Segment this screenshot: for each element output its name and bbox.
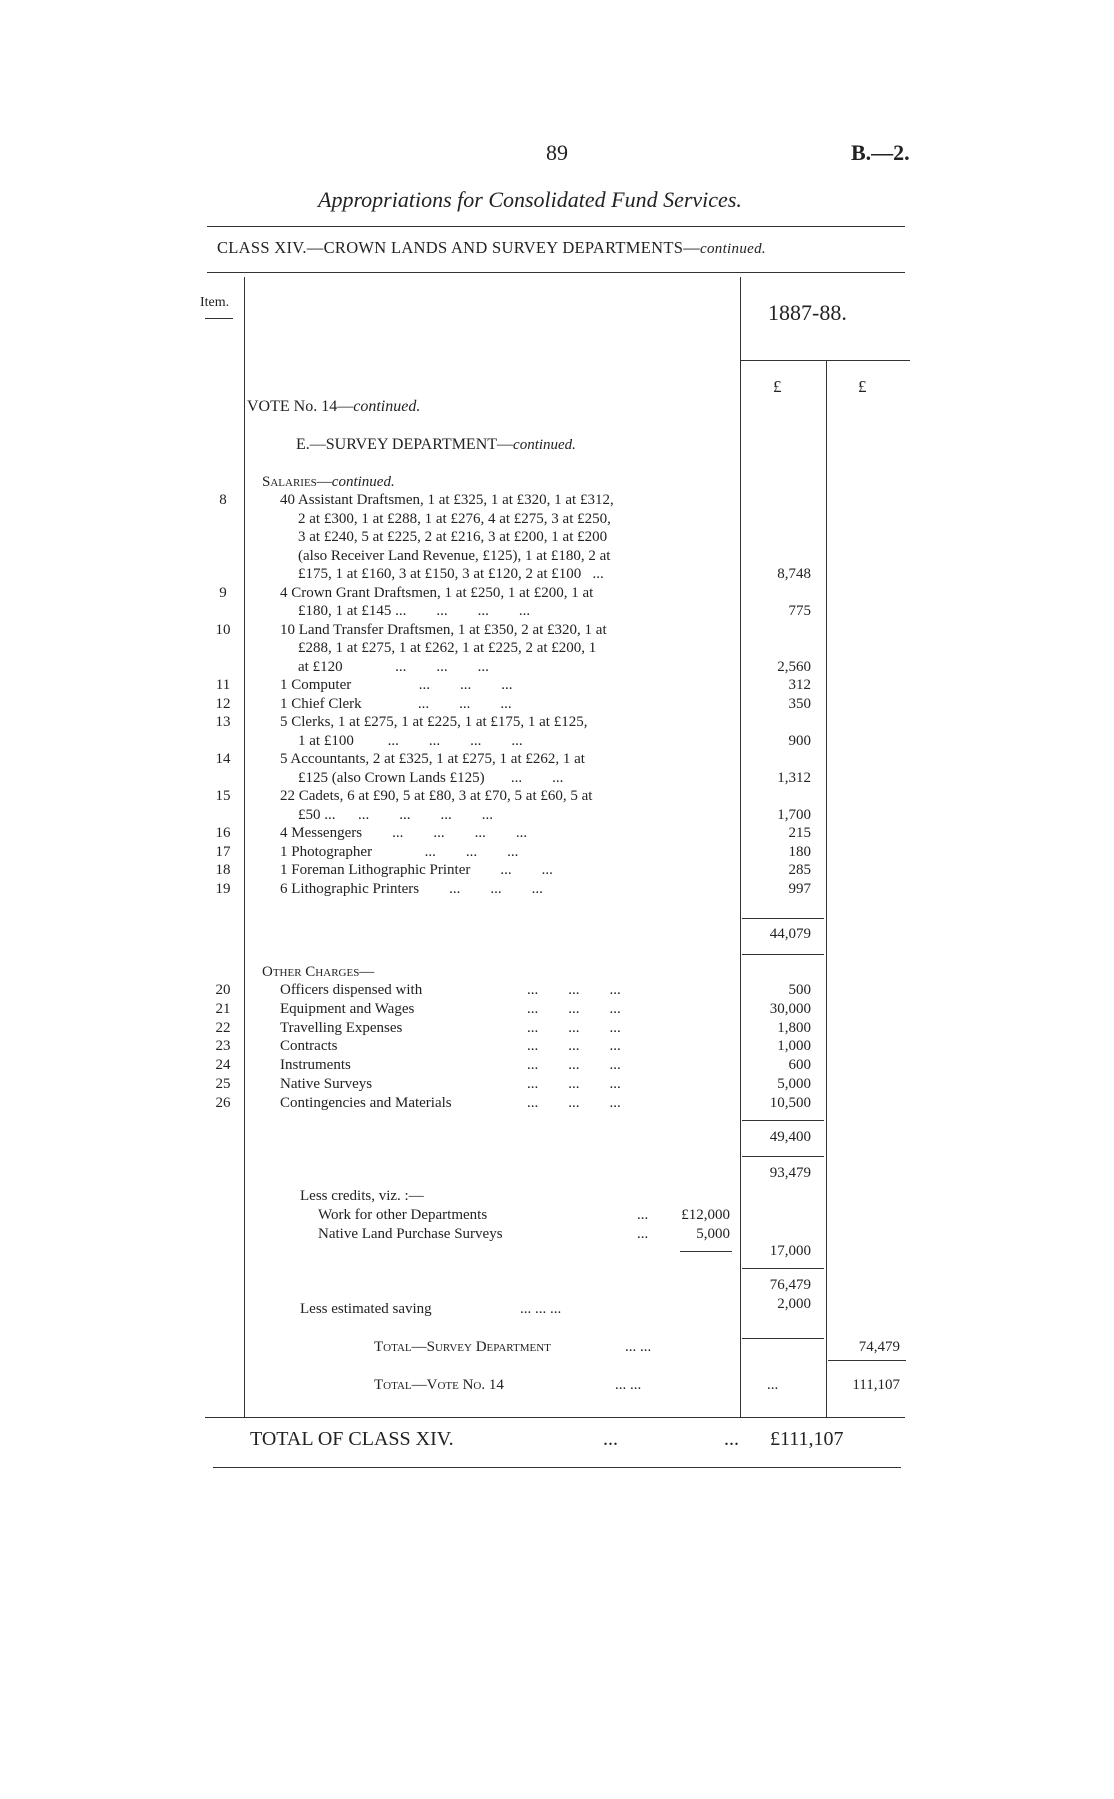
item-number: 24 (215, 1057, 231, 1074)
saving-dots: ... ... ... (520, 1301, 562, 1317)
currency-col2: £ (858, 377, 867, 396)
salary-amount: 1,312 (777, 769, 811, 786)
other-charge-dots: ... ... ... (527, 1057, 621, 1074)
heading-rule (207, 272, 905, 273)
other-charge-dots: ... ... ... (527, 1000, 621, 1017)
credit-label-1: Work for other Departments (318, 1207, 488, 1223)
salary-description-line: at £120 ... ... ... (298, 658, 489, 675)
credit-amount-1: £12,000 (681, 1207, 730, 1223)
other-charge-amount: 5,000 (777, 1076, 811, 1092)
gross-total: 93,479 (769, 1165, 811, 1181)
salary-description-line: £180, 1 at £145 ... ... ... ... (298, 603, 531, 619)
year-header-rule (740, 360, 910, 361)
document-reference: B.—2. (851, 140, 910, 165)
other-charge-amount: 500 (788, 982, 811, 998)
total-vote-label: Total—Vote No. 14 (374, 1377, 504, 1393)
table-bottom-rule (205, 1417, 905, 1418)
other-charge-amount: 600 (788, 1057, 811, 1074)
item-number: 26 (215, 1094, 231, 1111)
salary-description-line: £125 (also Crown Lands £125) ... ... (298, 769, 564, 786)
page-title: Appropriations for Consolidated Fund Services. (318, 187, 742, 212)
salary-description-line: 3 at £240, 5 at £225, 2 at £216, 3 at £200, 1 at £200 (298, 529, 608, 545)
salary-amount: 180 (788, 843, 811, 860)
page-number: 89 (546, 140, 568, 165)
other-charge-label: Contingencies and Materials (280, 1094, 452, 1111)
item-number: 23 (215, 1038, 231, 1055)
item-number: 17 (215, 843, 231, 860)
salary-description-line: 4 Crown Grant Draftsmen, 1 at £250, 1 at £200, 1 at (280, 584, 594, 601)
item-number: 12 (215, 695, 231, 712)
other-charge-amount: 1,000 (777, 1038, 811, 1055)
item-number: 14 (215, 751, 231, 767)
salary-description-line: 5 Clerks, 1 at £275, 1 at £225, 1 at £175, 1 at £125, (280, 714, 588, 730)
salary-description-line: 1 Computer ... ... ... (280, 677, 513, 693)
class-total-amount: £111,107 (770, 1428, 844, 1450)
salary-description-line: 1 Chief Clerk ... ... ... (280, 695, 512, 712)
other-total-bottom-rule (742, 1156, 824, 1157)
other-charge-dots: ... ... ... (527, 1076, 621, 1092)
other-charge-dots: ... ... ... (527, 982, 621, 998)
item-column-header: Item. (200, 295, 230, 310)
item-number: 19 (215, 880, 231, 897)
saving-amount: 2,000 (777, 1296, 811, 1312)
salary-description-line: (also Receiver Land Revenue, £125), 1 at £180, 2 at (298, 547, 611, 564)
salary-description-line: £50 ... ... ... ... ... (298, 806, 493, 823)
salary-amount: 312 (788, 677, 811, 693)
salaries-total-rule (742, 918, 824, 919)
other-charge-amount: 1,800 (777, 1019, 811, 1036)
credits-rule (680, 1251, 732, 1252)
total-vote-amount: 111,107 (852, 1377, 900, 1393)
currency-col1: £ (773, 377, 782, 396)
salary-description-line: 1 Photographer ... ... ... (280, 843, 519, 860)
item-number: 9 (219, 584, 227, 601)
credit-amount-2: 5,000 (696, 1226, 730, 1242)
other-charge-label: Officers dispensed with (280, 982, 423, 998)
salary-amount: 350 (788, 695, 811, 712)
item-number: 15 (215, 788, 231, 804)
salary-description-line: 4 Messengers ... ... ... ... (280, 825, 528, 841)
salary-description-line: £175, 1 at £160, 3 at £150, 3 at £120, 2 at £100 ... (298, 566, 604, 582)
item-column-divider (244, 277, 245, 1417)
other-charge-amount: 10,500 (769, 1094, 811, 1111)
survey-total-bottom-rule (828, 1360, 906, 1361)
salary-description-line: 10 Land Transfer Draftsmen, 1 at £350, 2 at £320, 1 at (280, 621, 607, 638)
vote-heading: VOTE No. 14—continued. (247, 398, 421, 415)
inner-amount-divider (826, 360, 827, 1417)
other-total: 49,400 (769, 1129, 811, 1145)
class-total-dots-1: ... (603, 1428, 618, 1450)
salary-description-line: 1 at £100 ... ... ... ... (298, 732, 523, 749)
department-heading: E.—SURVEY DEPARTMENT—continued. (296, 436, 576, 453)
salary-amount: 215 (788, 825, 811, 841)
item-number: 21 (215, 1000, 231, 1017)
amount-column-divider (740, 277, 741, 1417)
other-charge-label: Contracts (280, 1038, 338, 1055)
salary-description-line: 22 Cadets, 6 at £90, 5 at £80, 3 at £70, 5 at £60, 5 at (280, 788, 593, 804)
item-number: 10 (215, 621, 231, 638)
item-number: 13 (215, 714, 231, 730)
net-after-credits: 76,479 (769, 1277, 811, 1293)
item-number: 22 (215, 1019, 231, 1036)
total-survey-label: Total—Survey Department (374, 1339, 551, 1355)
salary-description-line: 40 Assistant Draftsmen, 1 at £325, 1 at £320, 1 at £312, (280, 492, 614, 508)
other-charge-amount: 30,000 (769, 1000, 811, 1017)
survey-total-rule (742, 1338, 824, 1339)
total-survey-dots: ... ... (625, 1339, 652, 1355)
credits-total: 17,000 (769, 1243, 811, 1259)
item-number: 20 (215, 982, 231, 998)
class-total-dots-2: ... (724, 1428, 739, 1450)
credit-label-2: Native Land Purchase Surveys (318, 1226, 503, 1242)
salary-description-line: 6 Lithographic Printers ... ... ... (280, 880, 543, 897)
salary-amount: 285 (788, 862, 811, 878)
salary-amount: 2,560 (777, 658, 811, 675)
other-charge-label: Native Surveys (280, 1076, 373, 1092)
total-vote-col1: ... (767, 1377, 779, 1393)
total-survey-amount: 74,479 (858, 1339, 900, 1355)
other-charge-dots: ... ... ... (527, 1019, 621, 1036)
salary-description-line: 2 at £300, 1 at £288, 1 at £276, 4 at £275, 3 at £250, (298, 510, 611, 527)
credit-dots-1: ... (637, 1207, 649, 1223)
total-vote-dots: ... ... (615, 1377, 642, 1393)
other-charge-label: Travelling Expenses (280, 1019, 403, 1036)
item-number: 18 (215, 862, 231, 878)
salaries-total-bottom-rule (742, 954, 824, 955)
salary-amount: 900 (788, 732, 811, 749)
credits-total-rule (742, 1268, 824, 1269)
saving-label: Less estimated saving (300, 1301, 432, 1317)
salary-amount: 775 (788, 603, 811, 619)
year-header: 1887-88. (768, 300, 847, 325)
credits-heading: Less credits, viz. :— (300, 1188, 424, 1204)
item-number: 25 (215, 1076, 231, 1092)
item-number: 11 (215, 677, 231, 693)
class-heading: CLASS XIV.—CROWN LANDS AND SURVEY DEPARTMENTS—continued. (217, 238, 766, 257)
salaries-total: 44,079 (769, 926, 811, 942)
salary-amount: 8,748 (777, 566, 811, 582)
item-number: 8 (219, 492, 227, 508)
salaries-heading: Salaries—continued. (262, 474, 395, 490)
class-total-label: TOTAL OF CLASS XIV. (250, 1428, 454, 1450)
item-number: 16 (215, 825, 231, 841)
other-total-rule (742, 1120, 824, 1121)
salary-amount: 997 (788, 880, 811, 897)
salary-amount: 1,700 (777, 806, 811, 823)
other-charges-heading: Other Charges— (262, 964, 375, 980)
item-header-rule (205, 318, 233, 319)
other-charge-dots: ... ... ... (527, 1038, 621, 1055)
other-charge-dots: ... ... ... (527, 1094, 621, 1111)
class-total-rule (213, 1467, 901, 1468)
other-charge-label: Equipment and Wages (280, 1000, 415, 1017)
salary-description-line: £288, 1 at £275, 1 at £262, 1 at £225, 2 at £200, 1 (298, 640, 597, 656)
other-charge-label: Instruments (280, 1057, 351, 1074)
salary-description-line: 1 Foreman Lithographic Printer ... ... (280, 862, 553, 878)
credit-dots-2: ... (637, 1226, 649, 1242)
title-rule (207, 226, 905, 227)
salary-description-line: 5 Accountants, 2 at £325, 1 at £275, 1 at £262, 1 at (280, 751, 585, 767)
